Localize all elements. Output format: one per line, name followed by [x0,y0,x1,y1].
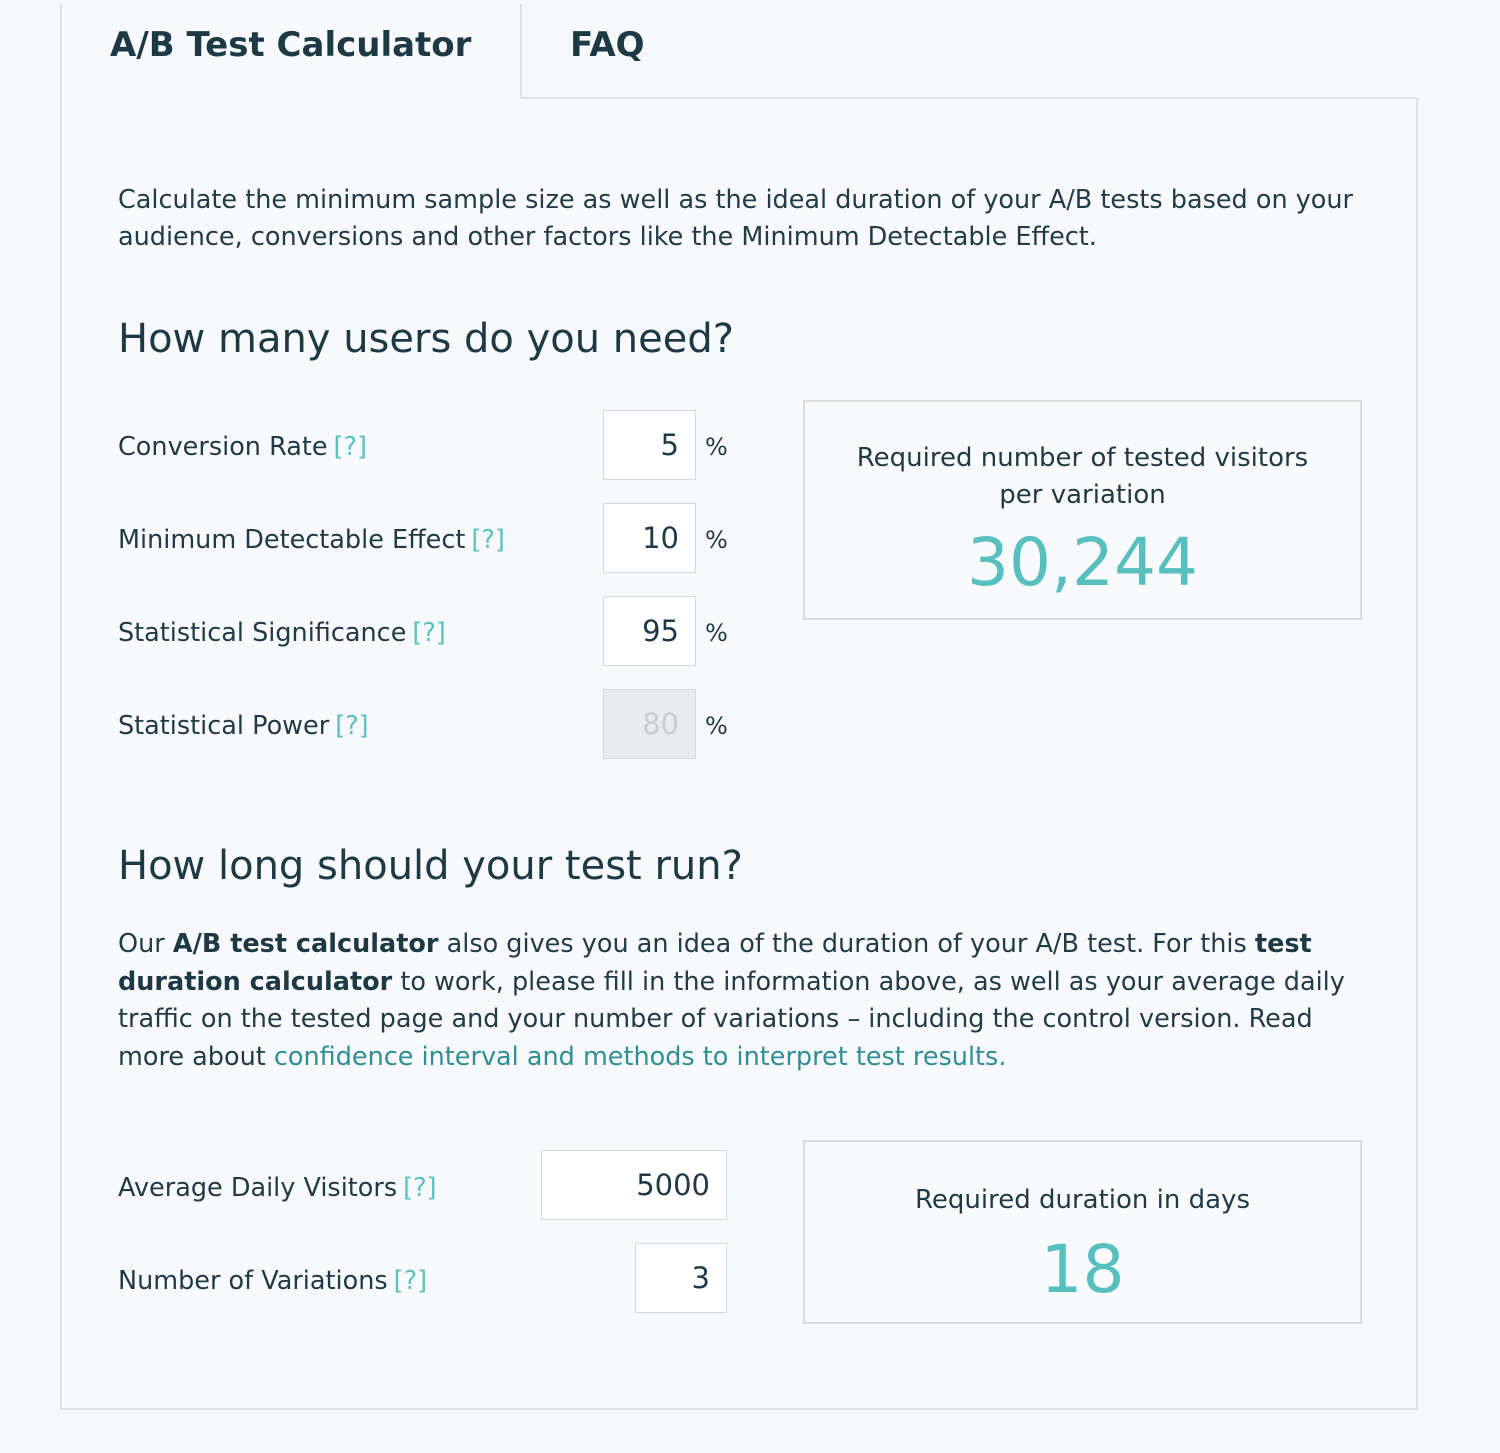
duration-result-box [803,1140,1362,1324]
duration-text-part-3: to work, please fill in the information above, as well as your average daily traffic on the tested page and your number of variations – including the control version. Read more about [118,966,1345,1072]
duration-text-bold-2: test duration calculator [118,929,1312,997]
significance-input[interactable] [603,596,696,666]
daily-visitors-help-link[interactable]: [?] [403,1173,437,1203]
sample-size-result-title: Required number of tested visitors [856,443,1309,473]
conversion-rate-input[interactable] [603,410,696,480]
significance-help-link[interactable]: [?] [412,618,446,648]
significance-label-text: Statistical Significance [118,618,407,648]
power-input [603,689,696,759]
power-help-link[interactable]: [?] [335,711,369,741]
daily-visitors-label [118,1173,437,1203]
mde-unit: % [705,526,728,554]
variations-help-link[interactable]: [?] [393,1266,428,1296]
power-label-text: Statistical Power [118,711,330,741]
conversion-rate-label [118,432,367,462]
variations-label-text: Number of Variations [118,1266,388,1296]
intro-text: Calculate the minimum sample size as well as the ideal duration of your A/B tests based on your audience, conversions and other factors like the Minimum Detectable Effect. [118,185,1354,252]
conversion-rate-help-link[interactable]: [?] [333,432,367,462]
mde-label [118,525,505,555]
mde-input[interactable] [603,503,696,573]
sample-size-result-value: 30,244 [967,524,1198,601]
tab-ab-test-calculator[interactable] [60,4,522,99]
conversion-rate-unit: % [705,433,728,461]
daily-visitors-input[interactable] [541,1150,727,1220]
significance-label [118,618,446,648]
mde-help-link[interactable]: [?] [471,525,505,555]
variations-input[interactable] [635,1243,727,1313]
significance-unit: % [705,619,728,647]
duration-heading: How long should your test run? [118,843,743,889]
duration-result-title: Required duration in days [915,1185,1250,1215]
duration-result-value: 18 [1040,1231,1125,1308]
sample-size-result-box [803,400,1362,620]
tab-faq-label: FAQ [570,25,645,65]
duration-text-part-2: also gives you an idea of the duration of your A/B test. For this [438,929,1255,959]
tab-ab-test-calculator-label: A/B Test Calculator [110,25,472,65]
duration-text-bold-1: A/B test calculator [172,929,439,959]
daily-visitors-label-text: Average Daily Visitors [118,1173,398,1203]
power-label [118,711,369,741]
mde-label-text: Minimum Detectable Effect [118,525,466,555]
sample-size-result-subtitle: per variation [999,480,1166,510]
power-unit: % [705,712,728,740]
tab-faq[interactable] [570,4,645,99]
users-heading: How many users do you need? [118,316,734,362]
duration-description [118,926,1378,1076]
duration-text-part-1: Our [118,929,173,959]
variations-label [118,1266,427,1296]
conversion-rate-label-text: Conversion Rate [118,432,328,462]
confidence-interval-link[interactable]: confidence interval and methods to interpret test results. [273,1041,1007,1072]
